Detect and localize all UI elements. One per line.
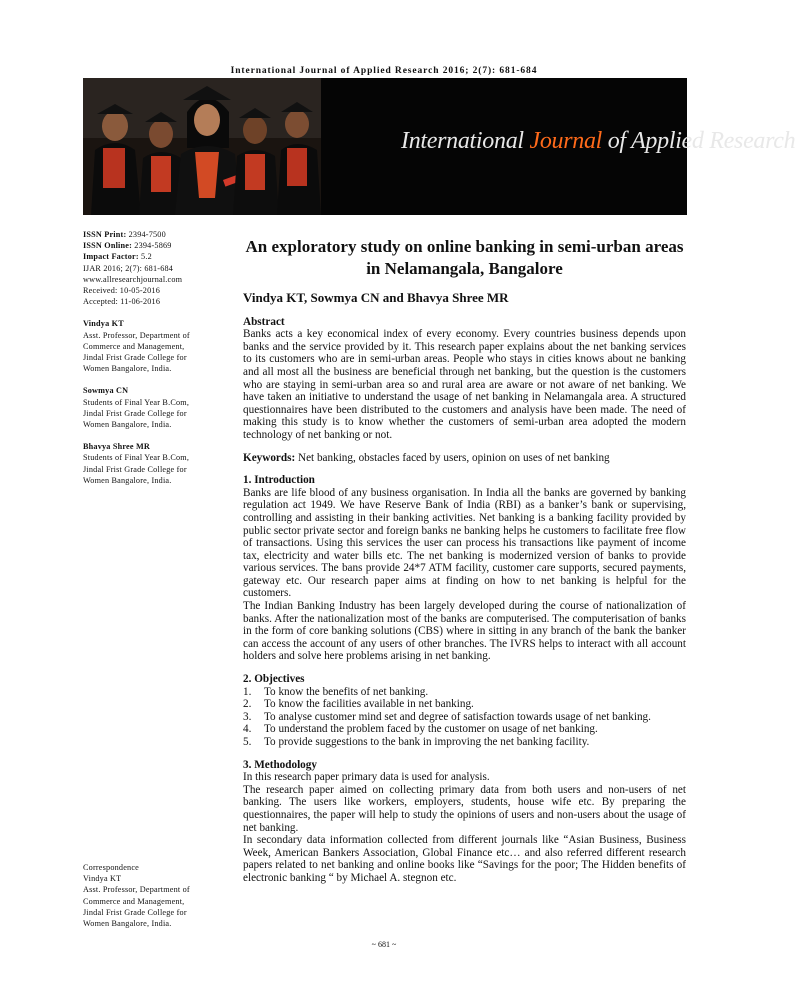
author-affiliation: [83, 441, 223, 486]
affiliation-line: Women Bangalore, India.: [83, 364, 172, 374]
affiliation-line: Commerce and Management,: [83, 896, 185, 906]
affiliation-line: Jindal Frist Grade College for: [83, 408, 187, 418]
article-authors: Vindya KT, Sowmya CN and Bhavya Shree MR: [243, 290, 509, 305]
journal-banner: [83, 78, 795, 215]
paragraph: Banks are life blood of any business organisation. In India all the banks are governed by banking regulation act 1949. We have Reserve Bank of India (RBI) as a banker’s bank or supervising, controlling and assisting in their banking activities. Net banking is a banking facility provided by public sector private sector and foreign banks ne banking helps he customers to facilitate free flow of transactions. Using this services the user can process his transactions like payment of income tax, electricity and water bills etc. The net banking is modernized version of banks to provide various services. The bans provide 24*7 ATM facility, customer care supports, secured payments, gateway etc. Our research paper aims at finding on how to net banking is helpful for the customers.: [243, 486, 686, 600]
affiliation-line: Women Bangalore, India.: [83, 420, 172, 430]
article-body: [243, 236, 686, 885]
affiliation-line: Asst. Professor, Department of: [83, 330, 190, 340]
issn-print: ISSN Print: 2394-7500: [83, 230, 166, 239]
ijar-citation: IJAR 2016; 2(7): 681-684: [83, 263, 174, 273]
paragraph: In this research paper primary data is used for analysis.: [243, 771, 490, 784]
accepted-date: Accepted: 11-06-2016: [83, 297, 161, 307]
affiliation-line: Women Bangalore, India.: [83, 475, 172, 485]
list-item: 1. To know the benefits of net banking.: [243, 685, 429, 698]
issn-online: ISSN Online: 2394-5869: [83, 241, 172, 251]
article-title: An exploratory study on online banking in semi-urban areas in Nelamangala, Bangalore: [245, 237, 684, 278]
objectives-heading: 2. Objectives: [243, 673, 305, 686]
graduates-photo: [83, 78, 321, 215]
affiliation-line: Commerce and Management,: [83, 341, 185, 351]
paragraph: The Indian Banking Industry has been largely developed during the course of nationalization of banks. After the nationalization most of the banks are computerised. The computerisation of banks in the form of core banking solutions (CBS) where in sitting in any branch of the bank the banker can access the account of any users of other branches. The IVRS helps to interact with all account holders and solve here problems arising in net banking.: [243, 600, 686, 663]
abstract-heading: Abstract: [243, 315, 285, 328]
affiliation-line: Jindal Frist Grade College for: [83, 907, 187, 917]
abstract-text: Banks acts a key economical index of every economy. Every countries business depends upon banks and the service provided by it. This research paper explains about the net banking services to its customers who are in semi-urban areas. People who stays in cities knows about ne banking and all most all the business are beneficial through net banking, but the question is the customers who are staying in semi-urban area so and rural area are aware or not aware of net banking. We have taken an initiative to understand the usage of net banking in Nelamangala area. A structured questionnaires have been distributed to the customers and analysis have been made. The need of making this study is to know whether the customers of semi-urban area adopted the modern technology of net banking or not.: [243, 328, 686, 441]
journal-citation-line: International Journal of Applied Research 2016; 2(7): 681-684: [230, 66, 538, 76]
article-info-sidebar: [83, 229, 223, 486]
methodology-heading: 3. Methodology: [243, 758, 317, 771]
page-number: ~ 681 ~: [371, 940, 397, 949]
author-affiliation: [83, 385, 223, 430]
paragraph: The research paper aimed on collecting primary data from both users and non-users of net banking. The users like workers, employers, students, house wife etc. By preparing the questionnaires, the paper will help to study the opinions of users and non-users about the usage of net banking.: [243, 783, 686, 834]
banner-journal-title: International Journal of Applied Research: [401, 128, 795, 154]
impact-factor: Impact Factor: 5.2: [83, 252, 152, 262]
affiliation-line: Students of Final Year B.Com,: [83, 397, 190, 407]
objectives-list: [243, 686, 686, 749]
keywords: Keywords: Net banking, obstacles faced by users, opinion on uses of net banking: [243, 451, 610, 464]
affiliation-line: Students of Final Year B.Com,: [83, 453, 190, 463]
correspondence-name: Vindya KT: [83, 874, 122, 884]
author-affiliation: [83, 318, 223, 374]
correspondence-block: [83, 862, 223, 929]
introduction-heading: 1. Introduction: [243, 474, 315, 487]
received-date: Received: 10-05-2016: [83, 286, 160, 296]
author-name: Vindya KT: [83, 319, 124, 329]
list-item: 3. To analyse customer mind set and degree of satisfaction towards usage of net banking.: [243, 710, 651, 723]
affiliation-line: Jindal Frist Grade College for: [83, 464, 187, 474]
list-item: 4. To understand the problem faced by the customer on usage of net banking.: [243, 723, 598, 736]
paragraph: In secondary data information collected from different journals like “Asian Business, Business Week, American Bankers Association, Global Finance etc… and also referred different research papers related to net banking and online books like “Savings for the poor; The Hidden benefits of electronic banking “ by Michael A. stegnon etc.: [243, 834, 686, 884]
author-name: Bhavya Shree MR: [83, 442, 150, 452]
website-link[interactable]: www.allresearchjournal.com: [83, 274, 183, 284]
list-item: 5. To provide suggestions to the bank in improving the net banking facility.: [243, 736, 590, 748]
author-name: Sowmya CN: [83, 386, 129, 396]
affiliation-line: Women Bangalore, India.: [83, 919, 172, 929]
affiliation-line: Jindal Frist Grade College for: [83, 353, 187, 363]
correspondence-label: Correspondence: [83, 863, 139, 872]
list-item: 2. To know the facilities available in net banking.: [243, 698, 474, 711]
affiliation-line: Asst. Professor, Department of: [83, 885, 190, 895]
